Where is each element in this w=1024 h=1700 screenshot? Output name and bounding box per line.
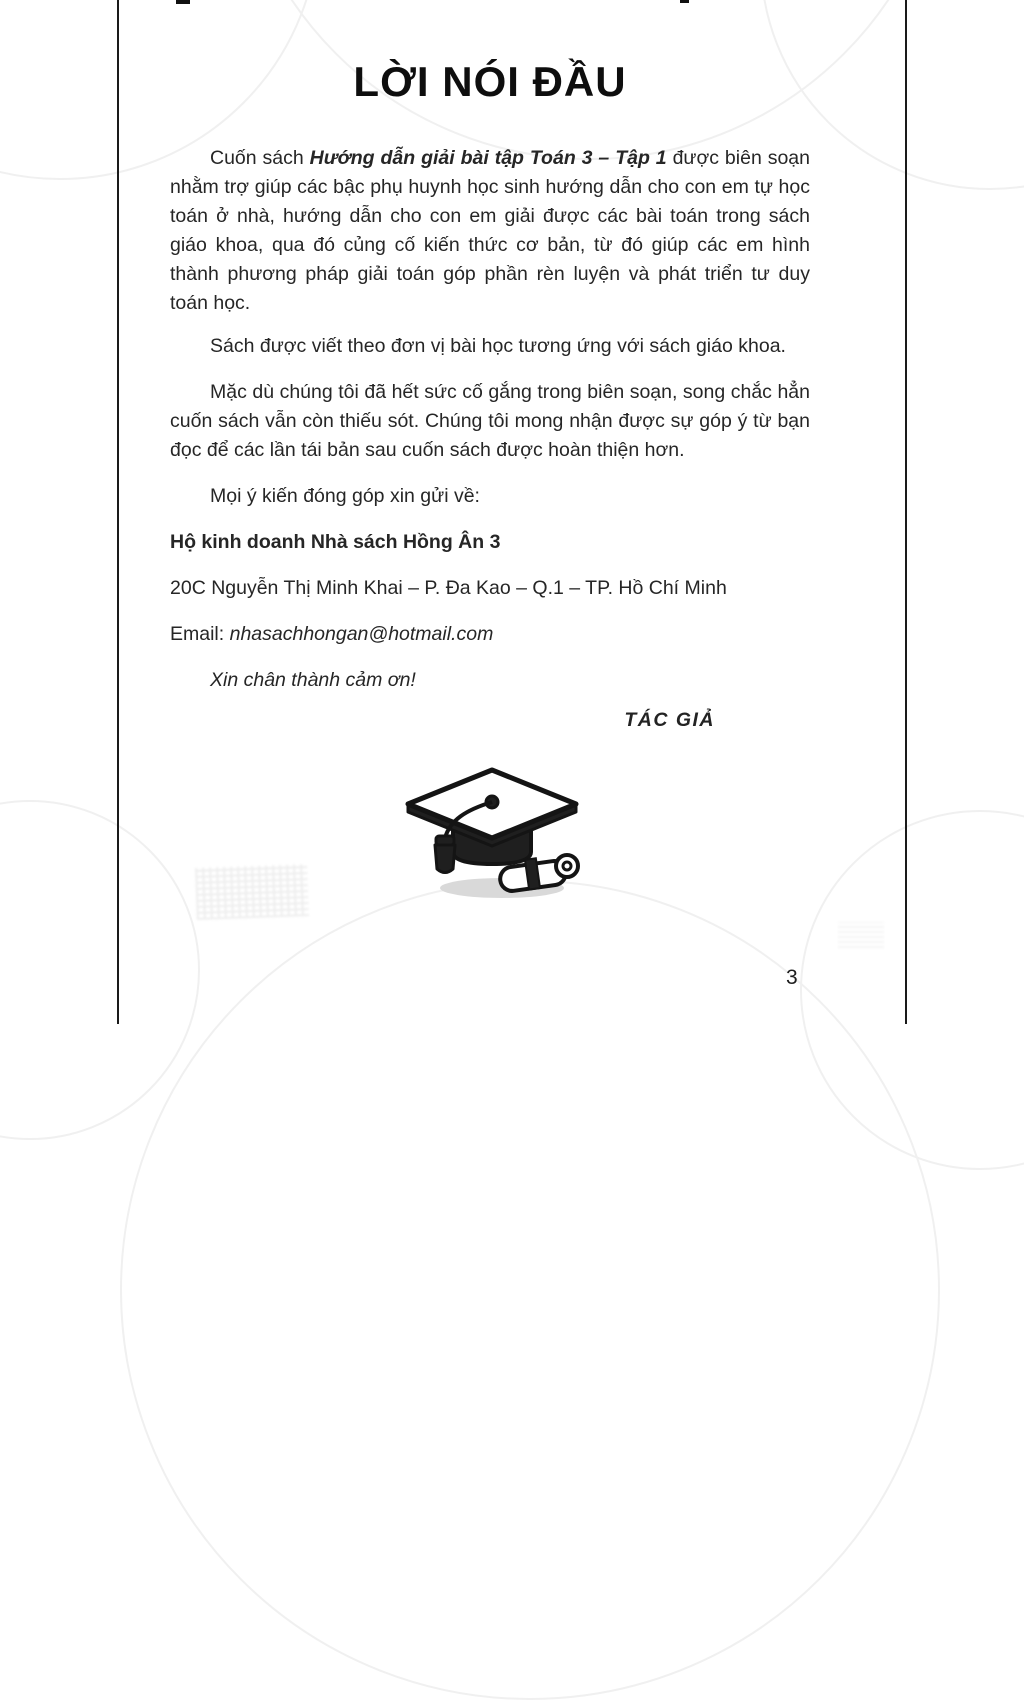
scan-edge-right <box>905 0 907 1024</box>
page-number: 3 <box>786 966 798 989</box>
paragraph-feedback: Mọi ý kiến đóng góp xin gửi về: <box>210 485 480 507</box>
publisher-address: 20C Nguyễn Thị Minh Khai – P. Đa Kao – Q.1 – TP. Hồ Chí Minh <box>170 577 727 599</box>
book-title-inline: Hướng dẫn giải bài tập Toán 3 – Tập 1 <box>309 147 667 169</box>
thanks-line: Xin chân thành cảm ơn! <box>210 669 416 691</box>
faint-print-bleed <box>838 922 884 948</box>
publisher-email-line <box>170 620 810 649</box>
publisher-name: Hộ kinh doanh Nhà sách Hồng Ân 3 <box>170 531 501 553</box>
para1-rest: được biên soạn nhằm trợ giúp các bậc phụ huynh học sinh hướng dẫn cho con em tự học toán ở nhà, hướng dẫn cho con em giải được các bài toán trong sách giáo khoa, qua đó củng cố kiến thức cơ bản, từ đó giúp các em hình thành phương pháp giải toán góp phần rèn luyện và phát triển tư duy toán học. <box>170 147 810 314</box>
graduation-cap-icon <box>390 758 590 918</box>
scan-artifact <box>176 0 190 4</box>
book-page-content <box>170 58 810 918</box>
para1-lead: Cuốn sách <box>210 147 310 169</box>
author-signature: TÁC GIẢ <box>624 709 715 731</box>
scan-artifact <box>680 0 689 3</box>
paragraph-apology: Mặc dù chúng tôi đã hết sức cố gắng trong biên soạn, song chắc hẳn cuốn sách vẫn còn thiếu sót. Chúng tôi mong nhận được sự góp ý từ bạn đọc để các lần tái bản sau cuốn sách được hoàn thiện hơn. <box>170 381 810 461</box>
scan-edge-left <box>117 0 119 1024</box>
email-address: nhasachhongan@hotmail.com <box>229 623 494 645</box>
paragraph-structure: Sách được viết theo đơn vị bài học tương ứng với sách giáo khoa. <box>210 335 786 357</box>
graduation-cap-illustration <box>170 758 810 918</box>
paragraph-intro <box>170 144 810 318</box>
page-title: LỜI NÓI ĐẦU <box>353 58 627 105</box>
email-label: Email: <box>170 623 230 645</box>
